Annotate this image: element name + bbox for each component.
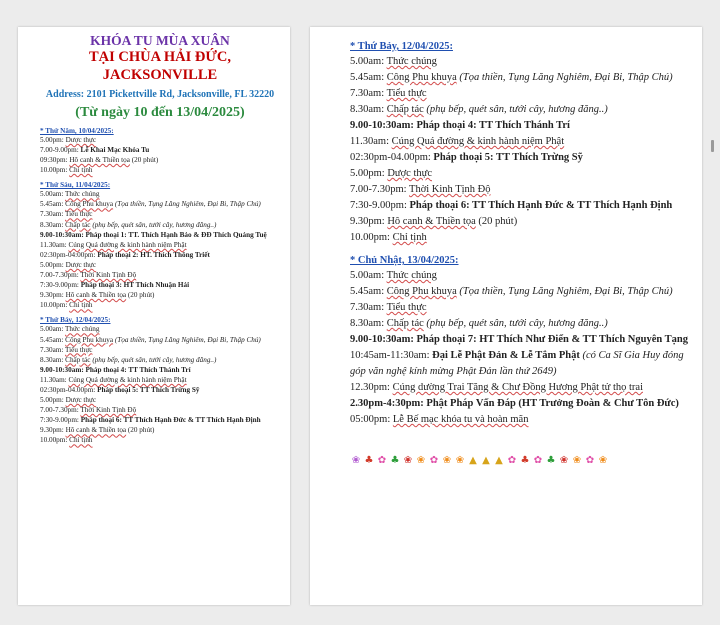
schedule-item — [350, 214, 688, 230]
schedule-highlight: Pháp thoại 6: TT Thích Hạnh Đức & TT Thích Hạnh Định — [80, 416, 261, 425]
flower-orange-icon: ❀ — [416, 455, 427, 466]
clover-green-icon: ♣ — [390, 455, 401, 466]
schedule-highlight: Đại Lễ Phật Đản & Lễ Tắm Phật — [432, 350, 580, 361]
schedule-item — [40, 385, 280, 395]
tree-yellow-icon: ▲ — [469, 455, 478, 466]
clover-green-icon: ♣ — [546, 455, 557, 466]
flower-orange-icon: ❀ — [455, 455, 466, 466]
schedule-time: 5.00am: — [350, 270, 387, 281]
schedule-item — [350, 86, 688, 102]
schedule-item — [40, 375, 280, 385]
schedule-activity: Chấp tác — [65, 220, 91, 229]
schedule-highlight: Pháp thoại 5: TT Thích Trừng Sỹ — [433, 152, 583, 163]
schedule-activity: Hô canh & Thiền tọa — [65, 291, 127, 300]
schedule-time: 5.00pm: — [350, 168, 388, 179]
schedule-time: 5.45am: — [40, 200, 66, 209]
schedule-activity: Dược thực — [65, 396, 97, 405]
schedule-item — [40, 135, 280, 145]
schedule-duration: (20 phút) — [475, 216, 518, 227]
schedule-time: 7.00-7.30pm: — [40, 406, 81, 415]
schedule-note: (Tọa thiền, Tụng Lăng Nghiêm, Đại Bi, Thập Chú) — [456, 72, 673, 83]
schedule-activity: Cúng Quá đường & kinh hành niệm Phật — [68, 375, 187, 384]
schedule-item — [350, 316, 688, 332]
schedule-item — [40, 355, 280, 365]
schedule-activity: Hô canh & Thiền tọa — [65, 426, 127, 435]
schedule-item — [350, 412, 688, 428]
day-heading: * Chủ Nhật, 13/04/2025: — [350, 255, 459, 266]
schedule-item — [40, 240, 280, 250]
schedule-time: 8.30am: — [40, 355, 66, 364]
schedule-activity: Cúng dường Trai Tăng & Chư Đồng Hương Phật tử thọ trai — [392, 382, 643, 393]
schedule-time: 9.00-10:30am: Pháp thoại 4: TT Thích Thánh Trí — [350, 120, 570, 131]
schedule-note: (Tọa thiền, Tụng Lăng Nghiêm, Đại Bi, Thập Chú) — [113, 200, 261, 209]
schedule-item — [40, 425, 280, 435]
schedule-note: (Tọa thiền, Tụng Lăng Nghiêm, Đại Bi, Thập Chú) — [456, 286, 673, 297]
schedule-time: 09:30pm: — [40, 156, 70, 165]
schedule-item — [40, 435, 280, 445]
schedule-activity: Thời Kinh Tịnh Độ — [80, 271, 137, 280]
schedule-activity: Chỉ tịnh — [69, 166, 93, 175]
retreat-dates: (Từ ngày 10 đến 13/04/2025) — [75, 104, 245, 120]
schedule-item — [40, 280, 280, 290]
schedule-time: 7.00-9.00pm: — [40, 146, 81, 155]
flower-pink-icon: ✿ — [585, 455, 596, 466]
schedule-activity: Lễ Bế mạc khóa tu và hoàn mãn — [392, 414, 529, 425]
schedule-highlight: Pháp thoại 3: HT Thích Nhuận Hải — [80, 281, 190, 290]
schedule-item — [350, 134, 688, 150]
schedule-time: 5.00am: — [350, 56, 387, 67]
schedule-highlight: Pháp thoại 2: HT. Thích Thông Triết — [97, 250, 210, 259]
schedule-item — [350, 182, 688, 198]
flower-decoration-row — [350, 452, 688, 470]
left-schedule — [40, 127, 280, 446]
flower-orange-icon: ❀ — [598, 455, 609, 466]
schedule-activity: Công Phu khuya — [65, 335, 114, 344]
schedule-time: 10.00pm: — [40, 301, 70, 310]
schedule-item — [40, 300, 280, 310]
schedule-activity: Dược thực — [387, 168, 432, 179]
schedule-time: 02:30pm-04:00pm: — [40, 250, 98, 259]
flower-red-icon: ❀ — [403, 455, 414, 466]
schedule-time: 8.30am: — [350, 318, 387, 329]
schedule-item — [350, 300, 688, 316]
schedule-activity: Dược thực — [65, 135, 97, 144]
schedule-time: 8.30am: — [350, 104, 387, 115]
schedule-time: 02:30pm-04.00pm: — [40, 385, 98, 394]
schedule-time: 05:00pm: — [350, 414, 393, 425]
schedule-time: 7.30am: — [350, 302, 387, 313]
schedule-item — [40, 250, 280, 260]
schedule-note: (phụ bếp, quét sân, tưới cây, hương đăng..) — [90, 220, 217, 229]
schedule-item — [350, 380, 688, 396]
schedule-item — [40, 395, 280, 405]
schedule-item — [350, 198, 688, 214]
schedule-item — [350, 166, 688, 182]
schedule-activity: Thức chúng — [386, 270, 437, 281]
schedule-item — [40, 405, 280, 415]
schedule-item — [40, 335, 280, 345]
schedule-activity: Thức chúng — [65, 190, 100, 199]
schedule-time: 11.30am: — [40, 240, 69, 249]
right-document-page — [310, 27, 702, 605]
schedule-item — [350, 396, 688, 412]
retreat-title: KHÓA TU MÙA XUÂN — [90, 33, 230, 48]
schedule-item — [40, 345, 280, 355]
maple-leaf-red-icon: ♣ — [520, 455, 531, 466]
schedule-note: (phụ bếp, quét sân, tưới cây, hương đăng..) — [423, 104, 608, 115]
schedule-time: 9.30pm: — [40, 291, 66, 300]
day-heading: * Thứ Bảy, 12/04/2025: — [350, 41, 453, 52]
schedule-activity: Công Phu khuya — [386, 286, 457, 297]
tree-yellow-icon: ▲ — [482, 455, 491, 466]
schedule-time: 10.00pm: — [40, 166, 70, 175]
schedule-activity: Thời Kinh Tịnh Độ — [409, 184, 491, 195]
schedule-item — [350, 118, 688, 134]
schedule-time: 11.30am: — [350, 136, 392, 147]
tree-yellow-icon: ▲ — [495, 455, 504, 466]
maple-leaf-red-icon: ♣ — [364, 455, 375, 466]
flower-orange-icon: ❀ — [572, 455, 583, 466]
schedule-highlight: Lễ Khai Mạc Khóa Tu — [80, 146, 150, 155]
schedule-item — [40, 365, 280, 375]
schedule-note: (Tọa thiền, Tụng Lăng Nghiêm, Đại Bi, Thập Chú) — [113, 335, 261, 344]
schedule-highlight: Pháp thoại 6: TT Thích Hạnh Đức & TT Thích Hạnh Định — [409, 200, 673, 211]
flower-orange-icon: ❀ — [442, 455, 453, 466]
schedule-activity: Chấp tác — [386, 104, 424, 115]
schedule-activity: Cúng Quá đường & kinh hành niệm Phật — [391, 136, 565, 147]
schedule-activity: Thức chúng — [386, 56, 437, 67]
schedule-time: 5.00am: — [40, 190, 66, 199]
schedule-time: 5.00am: — [40, 325, 66, 334]
flower-pink-icon: ✿ — [377, 455, 388, 466]
schedule-time: 5.00pm: — [40, 260, 66, 269]
schedule-item — [40, 165, 280, 175]
schedule-activity: Chỉ tịnh — [392, 232, 427, 243]
schedule-time: 7.30am: — [350, 88, 387, 99]
schedule-item — [350, 268, 688, 284]
schedule-item — [40, 324, 280, 334]
flower-pink-icon: ✿ — [507, 455, 518, 466]
schedule-item — [350, 54, 688, 70]
schedule-duration: (20 phút) — [126, 426, 155, 435]
flower-purple-icon: ❀ — [351, 455, 362, 466]
day-heading: * Thứ Năm, 10/04/2025: — [40, 126, 114, 135]
schedule-highlight: Pháp thoại 5: TT Thích Trừng Sỹ — [97, 385, 200, 394]
schedule-time: 5.00pm: — [40, 135, 66, 144]
schedule-activity: Chỉ tịnh — [69, 301, 93, 310]
address: Address: 2101 Pickettville Rd, Jacksonville, FL 32220 — [45, 88, 275, 100]
schedule-time: 11.30am: — [40, 375, 69, 384]
schedule-activity: Công Phu khuya — [65, 200, 114, 209]
schedule-time: 2.30pm-4:30pm: Phật Pháp Vấn Đáp (HT Trưởng Đoàn & Chư Tôn Đức) — [350, 398, 679, 409]
schedule-item — [350, 348, 688, 380]
schedule-activity: Công Phu khuya — [386, 72, 457, 83]
schedule-item — [40, 209, 280, 219]
schedule-item — [350, 70, 688, 86]
scrollbar-thumb[interactable] — [711, 140, 714, 152]
schedule-item — [350, 150, 688, 166]
schedule-time: 9.00-10:30am: Pháp thoại 1: TT. Thích Hạnh Bảo & ĐĐ Thích Quảng Tuệ — [40, 230, 267, 239]
schedule-item — [40, 230, 280, 240]
flower-red-icon: ❀ — [559, 455, 570, 466]
schedule-item — [350, 230, 688, 246]
schedule-time: 5.45am: — [350, 72, 387, 83]
schedule-item — [350, 332, 688, 348]
schedule-item — [40, 290, 280, 300]
schedule-note: (có Ca Sĩ Gia Huy đóng góp văn nghệ kính mừng Phật Đản lần thứ 2649) — [350, 350, 684, 377]
schedule-time: 7:30-9.00pm: — [350, 200, 410, 211]
schedule-item — [40, 270, 280, 280]
schedule-note: (phụ bếp, quét sân, tưới cây, hương đăng..) — [90, 355, 217, 364]
schedule-time: 9.30pm: — [40, 426, 66, 435]
schedule-time: 9.30pm: — [350, 216, 388, 227]
schedule-activity: Thức chúng — [65, 325, 100, 334]
schedule-item — [40, 260, 280, 270]
schedule-duration: (20 phút) — [126, 291, 155, 300]
schedule-duration: (20 phút) — [129, 156, 159, 165]
left-document-page — [18, 27, 290, 605]
schedule-activity: Chấp tác — [65, 355, 91, 364]
schedule-time: 10.00pm: — [40, 436, 70, 445]
schedule-activity: Tiểu thực — [386, 88, 427, 99]
city-name: JACKSONVILLE — [102, 67, 218, 84]
schedule-activity: Tiểu thực — [65, 210, 93, 219]
schedule-time: 7.30am: — [40, 345, 66, 354]
flower-pink-icon: ✿ — [429, 455, 440, 466]
schedule-item — [40, 145, 280, 155]
schedule-activity: Tiểu thực — [65, 345, 93, 354]
schedule-item — [350, 102, 688, 118]
schedule-activity: Chấp tác — [386, 318, 424, 329]
schedule-time: 02:30pm-04.00pm: — [350, 152, 434, 163]
day-heading: * Thứ Sáu, 11/04/2025: — [40, 181, 111, 190]
schedule-activity: Hô canh & Thiền tọa — [69, 156, 130, 165]
right-schedule — [350, 41, 688, 428]
schedule-activity: Tiểu thực — [386, 302, 427, 313]
schedule-item — [40, 199, 280, 209]
schedule-time: 8.30am: — [40, 220, 66, 229]
day-heading: * Thứ Bảy, 12/04/2025: — [40, 316, 111, 325]
schedule-time: 5.00pm: — [40, 396, 66, 405]
schedule-time: 7.30am: — [40, 210, 66, 219]
schedule-time: 9.00-10:30am: Pháp thoại 4: TT Thích Thánh Trí — [40, 365, 191, 374]
schedule-activity: Dược thực — [65, 260, 97, 269]
schedule-time: 10.00pm: — [350, 232, 393, 243]
schedule-note: (phụ bếp, quét sân, tưới cây, hương đăng..) — [423, 318, 608, 329]
flower-pink-icon: ✿ — [533, 455, 544, 466]
schedule-item — [350, 284, 688, 300]
schedule-item — [40, 415, 280, 425]
schedule-time: 5.45am: — [40, 335, 66, 344]
temple-name: TẠI CHÙA HẢI ĐỨC, — [88, 49, 232, 66]
schedule-time: 12.30pm: — [350, 382, 393, 393]
schedule-time: 10:45am-11:30am: — [350, 350, 433, 361]
schedule-time: 9.00-10:30am: Pháp thoại 7: HT Thích Như Điển & TT Thích Nguyên Tạng — [350, 334, 688, 345]
schedule-activity: Chỉ tịnh — [69, 436, 93, 445]
schedule-item — [40, 220, 280, 230]
schedule-item — [40, 189, 280, 199]
schedule-time: 7:30-9.00pm: — [40, 416, 81, 425]
schedule-activity: Thời Kinh Tịnh Độ — [80, 406, 137, 415]
schedule-time: 7.00-7.30pm: — [350, 184, 410, 195]
schedule-item — [40, 155, 280, 165]
schedule-time: 5.45am: — [350, 286, 387, 297]
schedule-activity: Hô canh & Thiền tọa — [387, 216, 476, 227]
schedule-time: 7.00-7.30pm: — [40, 271, 81, 280]
schedule-time: 7:30-9.00pm: — [40, 281, 81, 290]
schedule-activity: Cúng Quá đường & kinh hành niệm Phật — [68, 240, 187, 249]
